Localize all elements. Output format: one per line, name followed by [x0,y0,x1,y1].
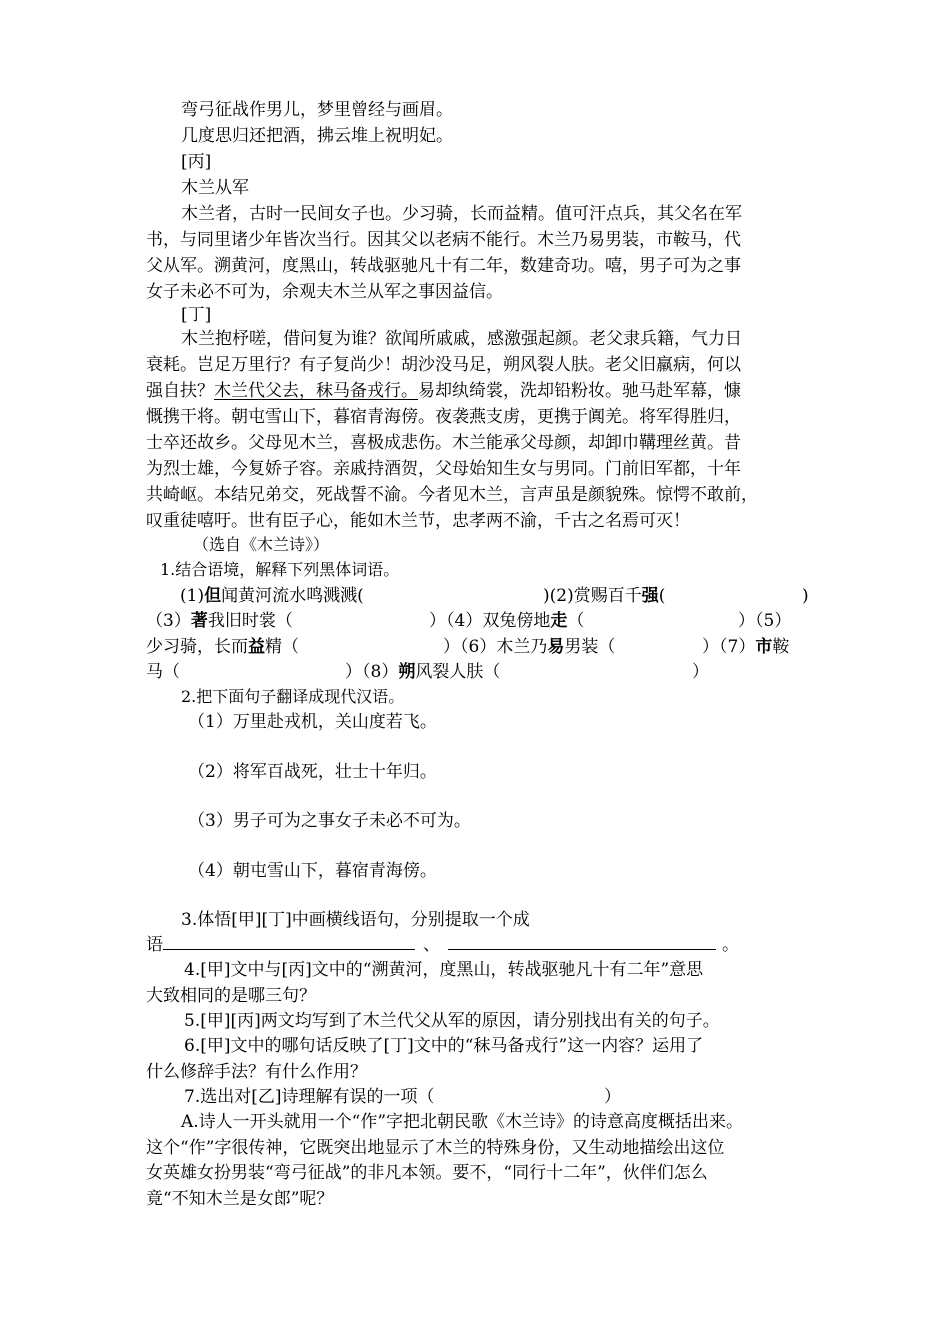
bold-word: 朔 [398,662,416,682]
question-1-items: ）（4）双兔傍地走（ [429,611,585,631]
paren-close: ） [692,662,709,682]
question-1-items: ）（8）朔风裂人肤（ [345,662,501,682]
question-1-stem: 1.结合语境，解释下列黑体词语。 [160,560,400,579]
question-1-items: ）（6）木兰乃易男装（ [443,637,616,657]
bold-word: 易 [547,637,565,657]
question-6-stem: 什么修辞手法？有什么作用？ [146,1062,367,1082]
paragraph-line: 衰耗。岂足万里行？有子复尚少！胡沙没马足，朔风裂人肤。老父旧羸病，何以 [146,355,741,375]
paragraph-line: 士卒还故乡。父母见木兰，喜极成悲伤。木兰能承父母颜，却卸巾鞲理丝黄。昔 [146,433,741,453]
source-citation: （选自《木兰诗》） [193,535,330,554]
question-3-stem: 3.体悟[甲][丁]中画横线语句，分别提取一个成 [181,910,530,930]
question-5-stem: 5.[甲][丙]两文均写到了木兰代父从军的原因，请分别找出有关的句子。 [184,1011,720,1031]
bold-word: 著 [190,611,208,631]
paragraph-line: 为烈士雄，今复娇子容。亲戚持酒贺，父母始知生女与男同。门前旧军都，十年 [146,459,741,479]
section-label-bing: [丙] [181,152,212,172]
paren-close: ） [604,1087,621,1107]
option-a-line: 这个“作”字很传神，它既突出地显示了木兰的特殊身份，又生动地描绘出这位 [146,1138,725,1158]
paragraph-line: 木兰者，古时一民间女子也。少习骑，长而益精。值可汗点兵，其父名在军 [181,204,742,224]
bold-word: 强 [641,586,659,606]
question-3-answer-line: 语 、 。 [146,935,739,955]
section-label-ding: [丁] [181,305,212,325]
paragraph-line: 慨携干将。朝屯雪山下，暮宿青海傍。夜袭燕支虏，更携于阗羌。将军得胜归， [146,407,741,427]
paren-close: ) [802,586,809,606]
question-1-items: 马（ [146,662,180,682]
paragraph-line: 共崎岖。本结兄弟交，死战誓不渝。今者见木兰，言声虽是颜貌殊。惊愕不敢前， [146,485,758,505]
option-a-line: A.诗人一开头就用一个“作”字把北朝民歌《木兰诗》的诗意高度概括出来。 [181,1112,744,1132]
option-a-line: 女英雄女扮男装“弯弓征战”的非凡本领。要不，“同行十二年”，伙伴们怎么 [146,1163,708,1183]
bold-word: 但 [204,586,222,606]
answer-blank[interactable] [448,933,716,950]
paragraph-line: 父从军。溯黄河，度黑山，转战驱驰凡十有二年，数建奇功。嘻，男子可为之事 [146,256,741,276]
translation-item: （2）将军百战死，壮士十年归。 [188,762,437,782]
question-1-items: ）（5） [738,611,792,631]
bold-word: 市 [755,637,773,657]
paragraph-line [146,378,741,404]
text: 强自扶？ [146,381,214,401]
section-title: 木兰从军 [181,178,249,198]
translation-item: （4）朝屯雪山下，暮宿青海傍。 [188,861,437,881]
option-a-line: 竟“不知木兰是女郎”呢？ [146,1189,334,1209]
underlined-sentence: 木兰代父去，秣马备戎行。 [214,381,418,401]
paragraph-line: 叹重徒嘻吁。世有臣子心，能如木兰节，忠孝两不渝，千古之名焉可灭！ [146,511,690,531]
bold-word: 走 [550,611,568,631]
question-2-stem: 2.把下面句子翻译成现代汉语。 [181,687,405,706]
question-1-items: （3）著我旧时裳（ [146,611,293,631]
question-4-stem: 大致相同的是哪三句？ [146,986,316,1006]
question-1-items: (1)但闻黄河流水鸣溅溅( [180,586,364,606]
question-4-stem: 4.[甲]文中与[丙]文中的“溯黄河，度黑山，转战驱驰凡十有二年”意思 [184,960,704,980]
text: 易却纨绮裳，洗却铅粉妆。驰马赴军幕，慷 [418,381,741,401]
paragraph-line: 木兰抱杼嗟，借问复为谁？欲闻所戚戚，感激强起颜。老父隶兵籍，气力日 [181,329,742,349]
paragraph-line: 女子未必不可为，余观夫木兰从军之事因益信。 [146,282,503,302]
question-1-items: ）（7）市鞍 [702,637,790,657]
question-6-stem: 6.[甲]文中的哪句话反映了[丁]文中的“秣马备戎行”这一内容？运用了 [184,1036,704,1056]
poem-line: 弯弓征战作男儿，梦里曾经与画眉。 [181,100,453,120]
poem-line: 几度思归还把酒，拂云堆上祝明妃。 [181,126,453,146]
question-1-items: )(2)赏赐百千强( [543,586,666,606]
bold-word: 益 [248,637,265,657]
question-7-stem: 7.选出对[乙]诗理解有误的一项（ [184,1087,435,1107]
translation-item: （1）万里赴戎机，关山度若飞。 [188,712,437,732]
answer-blank[interactable] [163,933,415,950]
question-1-items: 少习骑，长而益精（ [146,637,299,657]
translation-item: （3）男子可为之事女子未必不可为。 [188,811,471,831]
paragraph-line: 书，与同里诸少年皆次当行。因其父以老病不能行。木兰乃易男装，市鞍马，代 [146,230,741,250]
